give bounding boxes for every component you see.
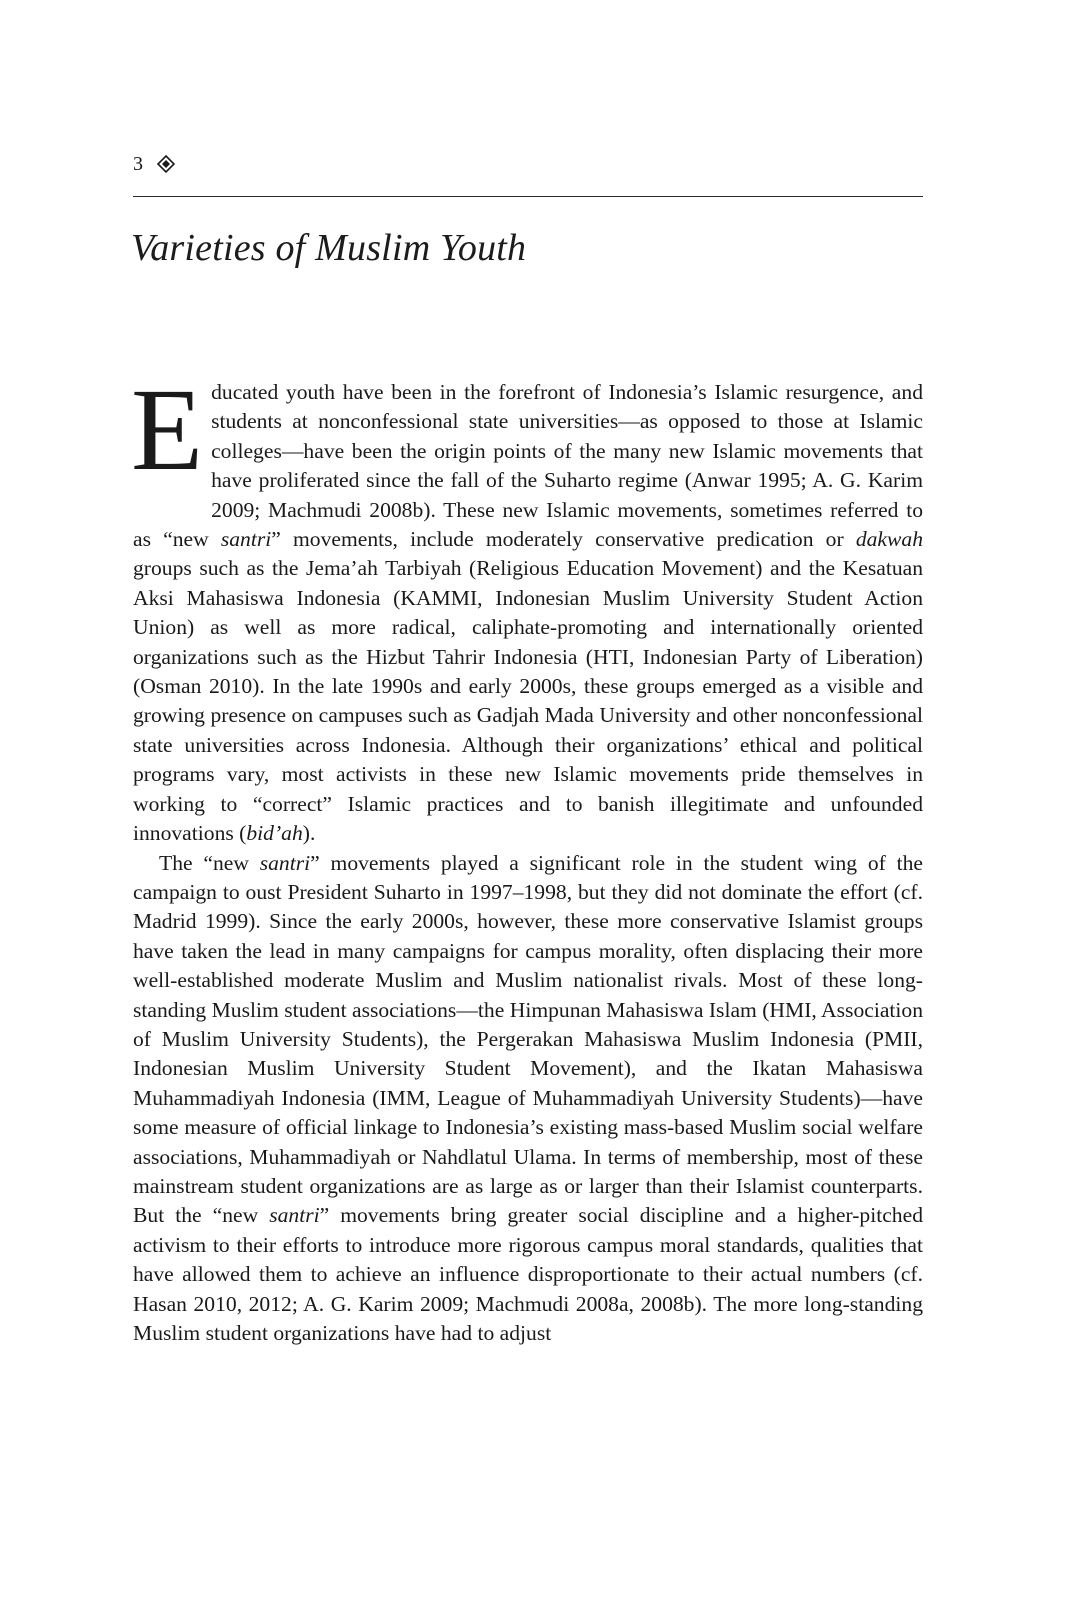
paragraph-2	[133, 849, 923, 1349]
header-rule	[133, 196, 923, 197]
chapter-header	[133, 148, 923, 180]
chapter-body	[131, 364, 924, 1348]
p1-italic-santri: santri	[220, 527, 272, 552]
p1-italic-bidah: bid’ah	[246, 821, 303, 846]
diamond-ornament-icon	[157, 155, 175, 173]
p1-text-2: ” movements, include moderately conservative predication or	[271, 527, 856, 552]
p1-text-1: ducated youth have been in the forefront of Indonesia’s Islamic resurgence, and students at nonconfessional state universities—as opposed to those at Islamic colleges—have been the origin points of the many new Islamic movements that have proliferated since the fall of the Suharto regime (Anwar 1995; A. G. Karim 2009; Machmudi 2008b). These new Islamic movements, sometimes referred to as “new	[133, 380, 923, 552]
p1-italic-dakwah: dakwah	[855, 527, 923, 552]
p2-text-3: ” movements bring greater social discipline and a higher-pitched activism to their efforts to introduce more rigorous campus moral standards, qualities that have allowed them to achieve an influence disproportionate to their actual numbers (cf. Hasan 2010, 2012; A. G. Karim 2009; Machmudi 2008a, 2008b). The more long-standing Muslim student organizations have had to adjust	[133, 1203, 923, 1345]
chapter-title: Varieties of Muslim Youth	[131, 227, 527, 269]
p2-italic-santri-2: santri	[269, 1203, 320, 1228]
chapter-number: 3	[133, 152, 143, 175]
paragraph-1	[131, 364, 923, 849]
p1-text-3: groups such as the Jema’ah Tarbiyah (Religious Education Movement) and the Kesatuan Aksi Mahasiswa Indonesia (KAMMI, Indonesian Muslim University Student Action Union) as well as more radical, caliphate-promoting and internationally oriented organizations such as the Hizbut Tahrir Indonesia (HTI, Indonesian Party of Liberation) (Osman 2010). In the late 1990s and early 2000s, these groups emerged as a visible and growing presence on campuses such as Gadjah Mada University and other nonconfessional state universities across Indonesia. Although their organizations’ ethical and political programs vary, most activists in these new Islamic movements pride themselves in working to “correct” Islamic practices and to banish illegitimate and unfounded innovations (	[133, 556, 923, 846]
p2-text-2: ” movements played a significant role in the student wing of the campaign to oust President Suharto in 1997–1998, but they did not dominate the effort (cf. Madrid 1999). Since the early 2000s, however, these more conservative Islamist groups have taken the lead in many campaigns for campus morality, often displacing their more well-established moderate Muslim and Muslim nationalist rivals. Most of these long-standing Muslim student associations—the Himpunan Mahasiswa Islam (HMI, Association of Muslim University Students), the Pergerakan Mahasiswa Muslim Indonesia (PMII, Indonesian Muslim University Student Movement), and the Ikatan Mahasiswa Muhammadiyah Indonesia (IMM, League of Muhammadiyah University Students)—have some measure of official linkage to Indonesia’s existing mass-based Muslim social welfare associations, Muhammadiyah or Nahdlatul Ulama. In terms of membership, most of these mainstream student organizations are as large as or larger than their Islamist counterparts. But the “new	[133, 850, 924, 1228]
drop-cap: E	[131, 364, 204, 495]
p2-text-1: The “new	[159, 850, 260, 875]
p1-text-4: ).	[302, 821, 316, 846]
p2-italic-santri-1: santri	[259, 850, 311, 875]
